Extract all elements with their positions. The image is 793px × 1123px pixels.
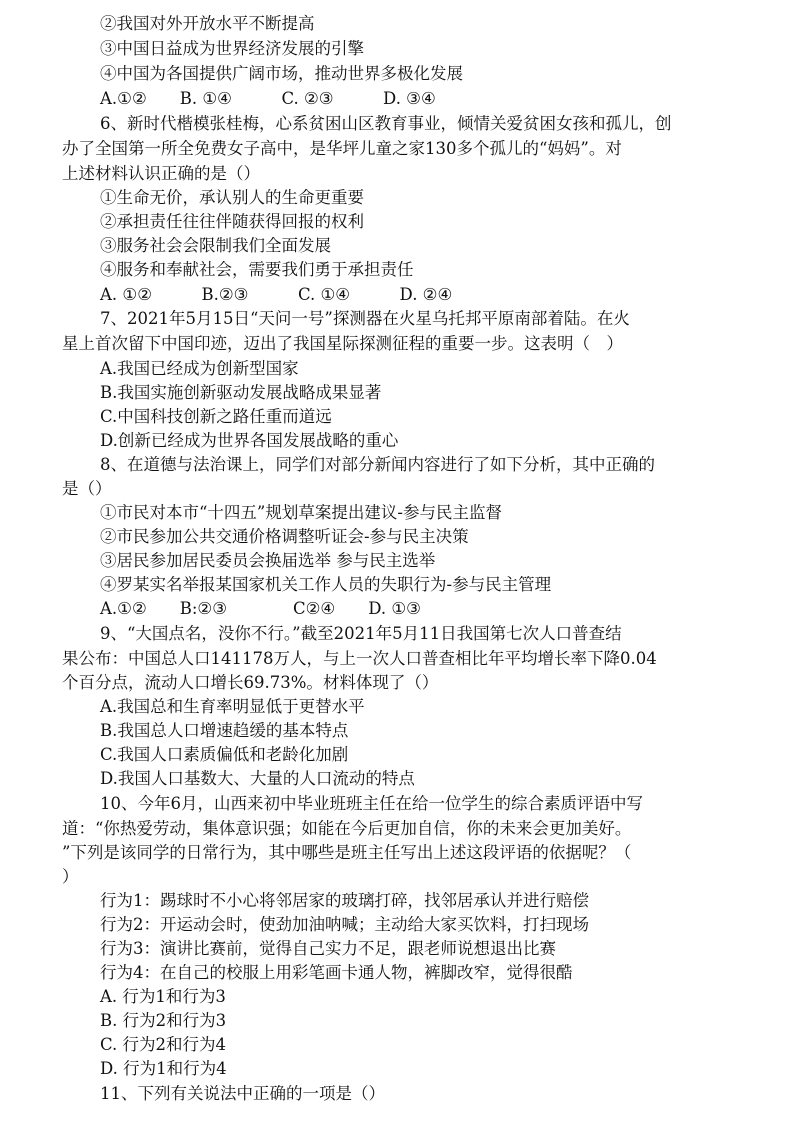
q6-option-2: ②承担责任往往伴随获得回报的权利 [100, 212, 364, 231]
q7-option-c: C.中国科技创新之路任重而道远 [100, 407, 332, 426]
q8-option-1: ①市民对本市“十四五”规划草案提出建议-参与民主监督 [100, 503, 502, 522]
q6-stem-line-3: 上述材料认识正确的是（） [62, 164, 260, 183]
q6-stem-line-2: 办了全国第一所全免费女子高中，是华坪儿童之家130多个孤儿的“妈妈”。对 [62, 139, 622, 158]
q10-stem-line-1: 10、今年6月，山西来初中毕业班班主任在给一位学生的综合素质评语中写 [100, 794, 643, 813]
q8-answer-choices: A.①② B:②③ C②④ D. ①③ [100, 599, 421, 618]
q9-stem-line-3: 个百分点，流动人口增长69.73%。材料体现了（） [62, 673, 439, 692]
q10-stem-line-4: ） [62, 867, 79, 886]
q10-stem-line-3: ”下列是该同学的日常行为，其中哪些是班主任写出上述这段评语的依据呢？（ [62, 843, 632, 862]
q10-behavior-3: 行为3：演讲比赛前，觉得自己实力不足，跟老师说想退出比赛 [100, 939, 556, 958]
q10-option-a: A. 行为1和行为3 [100, 987, 226, 1006]
q9-stem-line-2: 果公布：中国总人口141178万人，与上一次人口普查相比年平均增长率下降0.04 [62, 649, 657, 668]
q10-stem-line-2: 道：“你热爱劳动，集体意识强；如能在今后更加自信，你的未来会更加美好。 [62, 819, 632, 838]
option-line-2: ②我国对外开放水平不断提高 [100, 14, 315, 33]
q10-option-b: B. 行为2和行为3 [100, 1011, 227, 1030]
q8-stem-line-2: 是（） [62, 479, 112, 498]
q10-option-d: D. 行为1和行为4 [100, 1059, 227, 1078]
q6-option-3: ③服务社会会限制我们全面发展 [100, 236, 331, 255]
q10-option-c: C. 行为2和行为4 [100, 1035, 227, 1054]
q5-answer-choices: A.①② B. ①④ C. ②③ D. ③④ [100, 89, 436, 108]
q9-option-a: A.我国总和生育率明显低于更替水平 [100, 697, 365, 716]
q9-option-b: B.我国总人口增速趋缓的基本特点 [100, 721, 349, 740]
q10-behavior-4: 行为4：在自己的校服上用彩笔画卡通人物，裤脚改窄，觉得很酷 [100, 963, 573, 982]
q8-option-3: ③居民参加居民委员会换届选举 参与民主选举 [100, 551, 436, 570]
q7-stem-line-2: 星上首次留下中国印迹，迈出了我国星际探测征程的重要一步。这表明（ ） [62, 334, 623, 353]
q9-option-c: C.我国人口素质偏低和老龄化加剧 [100, 745, 349, 764]
q10-behavior-1: 行为1：踢球时不小心将邻居家的玻璃打碎，找邻居承认并进行赔偿 [100, 891, 589, 910]
q8-option-2: ②市民参加公共交通价格调整听证会-参与民主决策 [100, 527, 469, 546]
q6-option-1: ①生命无价，承认别人的生命更重要 [100, 188, 364, 207]
q7-option-a: A.我国已经成为创新型国家 [100, 359, 299, 378]
q9-stem-line-1: 9、“大国点名，没你不行。”截至2021年5月11日我国第七次人口普查结 [100, 624, 622, 643]
q7-stem-line-1: 7、2021年5月15日“天问一号”探测器在火星乌托邦平原南部着陆。在火 [100, 309, 630, 328]
q9-option-d: D.我国人口基数大、大量的人口流动的特点 [100, 769, 415, 788]
q6-answer-choices: A. ①② B.②③ C. ①④ D. ②④ [100, 285, 453, 304]
q7-option-d: D.创新已经成为世界各国发展战略的重心 [100, 431, 399, 450]
q8-option-4: ④罗某实名举报某国家机关工作人员的失职行为-参与民主管理 [100, 575, 552, 594]
q7-option-b: B.我国实施创新驱动发展战略成果显著 [100, 383, 382, 402]
q10-behavior-2: 行为2：开运动会时，使劲加油呐喊；主动给大家买饮料，打扫现场 [100, 915, 589, 934]
option-line-4: ④中国为各国提供广阔市场，推动世界多极化发展 [100, 64, 463, 83]
q11-stem: 11、下列有关说法中正确的一项是（） [100, 1084, 385, 1103]
q6-stem-line-1: 6、新时代楷模张桂梅，心系贫困山区教育事业，倾情关爱贫困女孩和孤儿，创 [100, 114, 672, 133]
q6-option-4: ④服务和奉献社会，需要我们勇于承担责任 [100, 260, 414, 279]
option-line-3: ③中国日益成为世界经济发展的引擎 [100, 39, 364, 58]
q8-stem-line-1: 8、在道德与法治课上，同学们对部分新闻内容进行了如下分析，其中正确的 [100, 455, 655, 474]
